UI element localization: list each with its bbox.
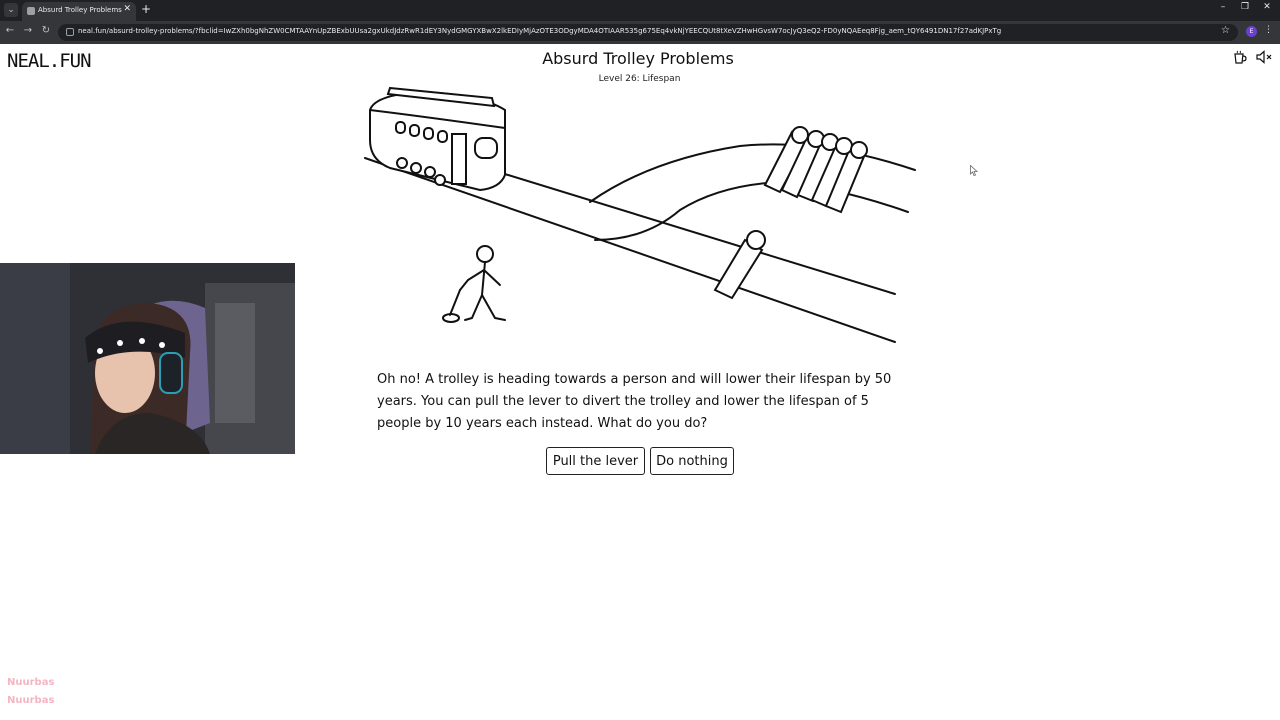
tab-search-icon[interactable]: ⌄ [4, 3, 18, 17]
lever-person-icon [443, 246, 505, 322]
do-nothing-button[interactable]: Do nothing [650, 447, 734, 475]
site-info-icon[interactable] [66, 28, 74, 36]
back-icon[interactable]: ← [5, 25, 15, 36]
browser-tab-bar [0, 0, 1280, 21]
level-subtitle: Level 26: Lifespan [598, 74, 681, 84]
window-close-icon[interactable]: ✕ [1263, 2, 1271, 12]
minimize-icon[interactable]: – [1220, 2, 1226, 12]
five-people-tied-icon [765, 127, 867, 212]
chat-message: Nuurbas [7, 677, 55, 688]
trolley-scene-illustration [360, 80, 920, 350]
tab-title: Absurd Trolley Problems [38, 6, 122, 14]
profile-avatar[interactable]: E [1246, 26, 1257, 37]
page-title: Absurd Trolley Problems [542, 49, 734, 68]
trolley-icon [370, 88, 505, 190]
new-tab-icon[interactable]: + [141, 2, 152, 16]
question-text: Oh no! A trolley is heading towards a person and will lower their lifespan by 50 years. You can pull the lever to divert the trolley and lower the lifespan of 5 people by 10 years each instead. What do you do? [377, 372, 892, 431]
chat-message: Nuurbas [7, 695, 55, 706]
webcam-overlay [0, 263, 295, 454]
address-bar-row [0, 21, 1280, 44]
pull-lever-button[interactable]: Pull the lever [546, 447, 645, 475]
browser-tab[interactable] [22, 2, 136, 21]
url-text[interactable]: neal.fun/absurd-trolley-problems/?fbclid=IwZXh0bgNhZW0CMTAAYnUpZBExbUUsa2gxUkdJdzRwR1dEY3NydGMGYXBwX2lkEDIyMjAzOTE3ODgyMDA4OTIAAR535g675Eq4vkNjYEECQUt8tXeVZHwHGvsW7ocJyQ3eQ2-FD0yNQAEeq8Fjg_aem_tQY6491DN17f27adKJPxTg [78, 27, 1002, 35]
mouse-cursor-icon [970, 165, 978, 176]
site-logo[interactable]: NEAL.FUN [7, 50, 91, 72]
tab-close-icon[interactable]: ✕ [123, 4, 131, 14]
tab-favicon-icon [27, 7, 35, 15]
restore-icon[interactable]: ❐ [1240, 2, 1250, 12]
forward-icon[interactable]: → [23, 25, 33, 36]
page-content [0, 44, 1280, 720]
bookmark-star-icon[interactable]: ☆ [1221, 25, 1230, 36]
browser-menu-icon[interactable]: ⋮ [1264, 25, 1273, 35]
coffee-cup-icon[interactable] [1233, 50, 1247, 64]
omnibox[interactable] [58, 24, 1238, 41]
sound-muted-icon[interactable] [1256, 50, 1273, 64]
reload-icon[interactable]: ↻ [41, 25, 51, 36]
